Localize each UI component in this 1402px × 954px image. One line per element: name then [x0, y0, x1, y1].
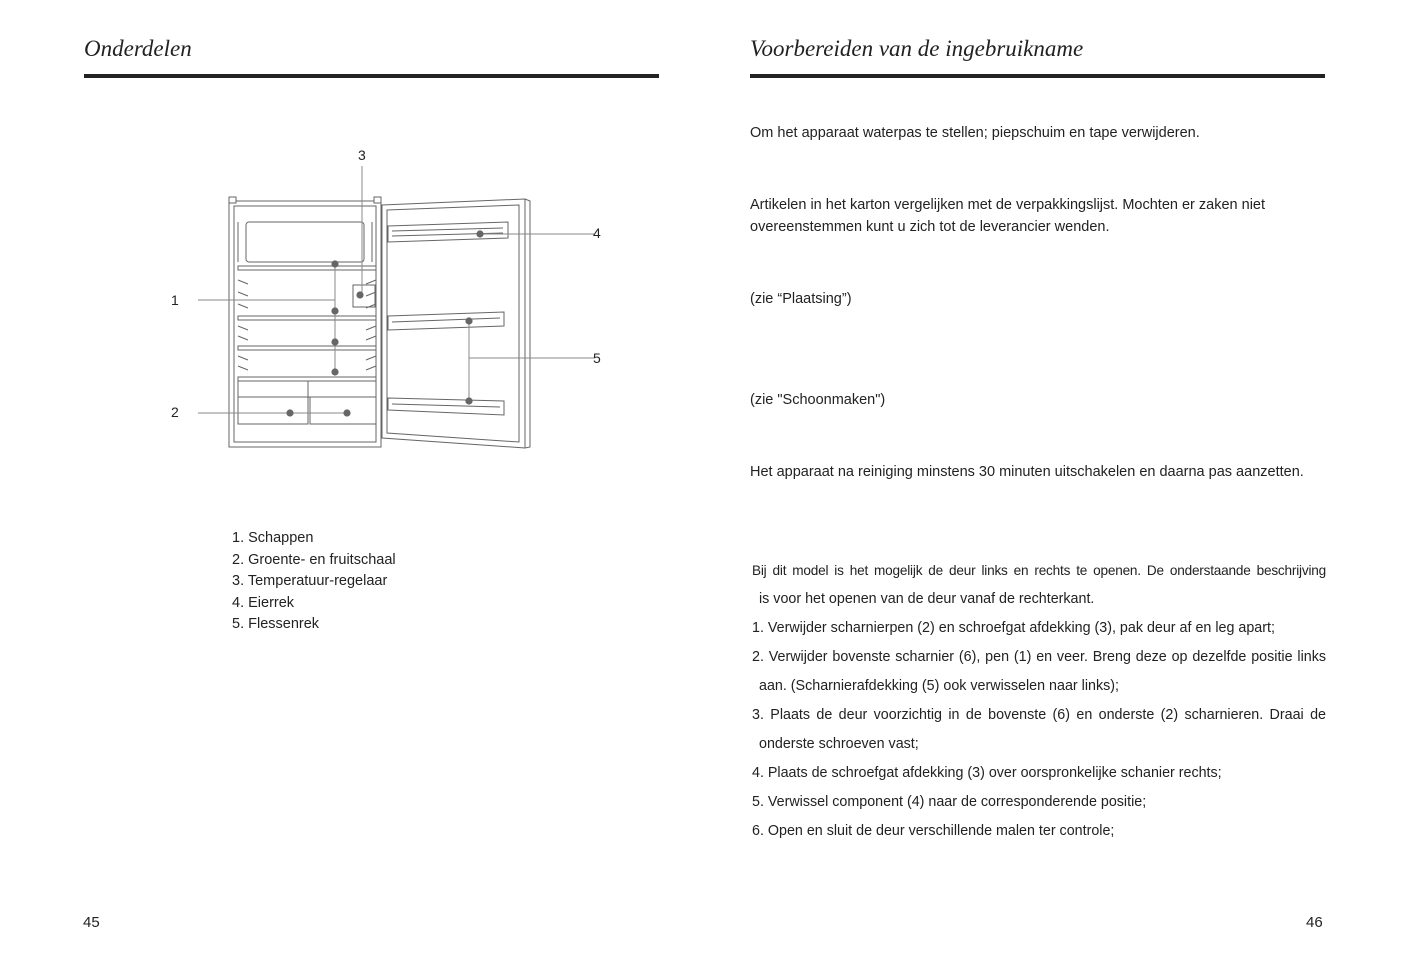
- instruction-line: onderste schroeven vast;: [759, 736, 919, 752]
- list-item: 1. Schappen: [232, 530, 314, 546]
- fridge-door: [382, 199, 530, 448]
- fridge-cabinet: [229, 197, 381, 447]
- door-reversal-instructions: [752, 556, 1326, 846]
- paragraph-placement-ref: (zie “Plaatsing”): [750, 291, 852, 307]
- callout-2: 2: [171, 404, 179, 420]
- instruction-line: aan. (Scharnierafdekking (5) ook verwisselen naar links);: [759, 678, 1119, 694]
- list-item: 4. Eierrek: [232, 594, 295, 611]
- title-rule-right: [750, 74, 1325, 78]
- list-item: 5. Flessenrek: [232, 616, 320, 633]
- paragraph-switch-on: Het apparaat na reiniging minstens 30 minuten uitschakelen en daarna pas aanzetten.: [750, 464, 1304, 480]
- page-title-right: Voorbereiden van de ingebruikname: [750, 36, 1084, 61]
- parts-list: [232, 528, 396, 636]
- callout-3: 3: [358, 147, 366, 163]
- list-item: 3. Temperatuur-regelaar: [232, 573, 388, 590]
- instruction-line: 1. Verwijder scharnierpen (2) en schroefgat afdekking (3), pak deur af en leg apart;: [752, 620, 1275, 636]
- instruction-line: 3. Plaats de deur voorzichtig in de bovenste (6) en onderste (2) scharnieren. Draai de: [752, 707, 1326, 723]
- instruction-line: is voor het openen van de deur vanaf de rechterkant.: [759, 591, 1095, 607]
- instruction-line: 6. Open en sluit de deur verschillende malen ter controle;: [752, 823, 1115, 839]
- instruction-line: Bij dit model is het mogelijk de deur links en rechts te openen. De onderstaande beschrijving: [752, 563, 1326, 578]
- paragraph-cleaning-ref: (zie "Schoonmaken"): [750, 392, 886, 408]
- leader-lines: [198, 166, 594, 413]
- paragraph-packing-list: Artikelen in het karton vergelijken met de verpakkingslijst. Mochten er zaken niet overeenstemmen kunt u zich tot de leverancier wenden.: [750, 197, 1266, 235]
- page-number-left: 45: [83, 914, 100, 931]
- instruction-line: 5. Verwissel component (4) naar de corresponderende positie;: [752, 794, 1147, 810]
- callout-5: 5: [593, 350, 601, 366]
- page-title-left: Onderdelen: [84, 36, 192, 61]
- marker-dots: [286, 230, 483, 416]
- instruction-line: 4. Plaats de schroefgat afdekking (3) over oorspronkelijke schanier rechts;: [752, 765, 1222, 781]
- list-item: 2. Groente- en fruitschaal: [232, 551, 396, 568]
- callout-1: 1: [171, 292, 179, 308]
- instruction-line: 2. Verwijder bovenste scharnier (6), pen (1) en veer. Breng deze op dezelfde positie links: [752, 649, 1326, 665]
- page-number-right: 46: [1306, 914, 1323, 931]
- paragraph-leveling: Om het apparaat waterpas te stellen; piepschuim en tape verwijderen.: [750, 125, 1200, 141]
- callout-4: 4: [593, 225, 601, 241]
